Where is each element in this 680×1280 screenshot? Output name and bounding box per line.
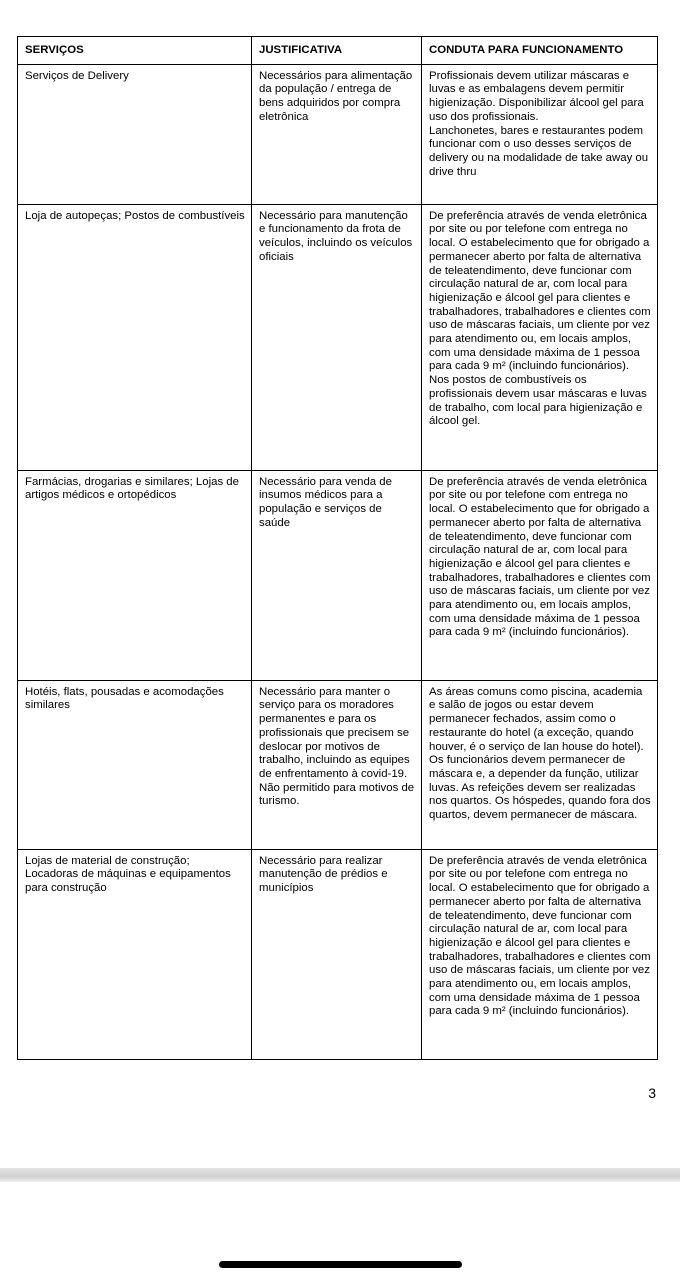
conduct-paragraph: As áreas comuns como piscina, academia e salão de jogos ou estar devem permanecer fechados, assim como o restaurante do hotel (a exceção, quando houver, é o serviço de lan house do hotel). Os funcionários devem permanecer de máscara e, a depender da função, utilizar luvas. As refeições devem ser realizadas nos quartos. Os hóspedes, quando fora dos quartos, devem permanecer de máscara. [429,685,651,822]
table-row [18,470,658,680]
justification-cell: Necessário para manter o serviço para os moradores permanentes e para os profissionais que precisem se deslocar por motivos de trabalho, incluindo as equipes de enfrentamento à covid-19. Não permitido para motivos de turismo. [252,680,422,849]
conduct-paragraph: Profissionais devem utilizar máscaras e luvas e as embalagens devem permitir higienização. Disponibilizar álcool gel para uso dos profissionais. [429,69,644,123]
conduct-paragraph: De preferência através de venda eletrônica por site ou por telefone com entrega no local. O estabelecimento que for obrigado a permanecer aberto por falta de alternativa de teleatendimento, deve funcionar com circulação natural de ar, com local para higienização e álcool gel para clientes e trabalhadores, trabalhadores e clientes com uso de máscaras faciais, um cliente por vez para atendimento ou, em locais amplos, com uma densidade máxima de 1 pessoa para cada 9 m² (incluindo funcionários). [429,854,651,1018]
services-table [17,36,658,1060]
table-header-row [18,37,658,65]
table-row [18,849,658,1059]
table-row [18,64,658,204]
conduct-paragraph: Nos postos de combustíveis os profissionais devem usar máscaras e luvas de trabalho, com local para higienização e álcool gel. [429,374,647,428]
conduct-cell [422,470,658,680]
header-justification: JUSTIFICATIVA [252,37,422,65]
conduct-cell [422,680,658,849]
service-cell: Serviços de Delivery [18,64,252,204]
conduct-cell [422,849,658,1059]
justification-cell: Necessário para realizar manutenção de prédios e municípios [252,849,422,1059]
service-cell: Lojas de material de construção; Locadoras de máquinas e equipamentos para construção [18,849,252,1059]
service-cell: Loja de autopeças; Postos de combustíveis [18,204,252,470]
table-body [18,64,658,1059]
home-indicator[interactable] [219,1261,462,1268]
table-row [18,680,658,849]
table-row [18,204,658,470]
justification-cell: Necessário para manutenção e funcionamento da frota de veículos, incluindo os veículos oficiais [252,204,422,470]
header-services: SERVIÇOS [18,37,252,65]
service-cell: Farmácias, drogarias e similares; Lojas de artigos médicos e ortopédicos [18,470,252,680]
justification-cell: Necessário para venda de insumos médicos para a população e serviços de saúde [252,470,422,680]
conduct-cell [422,64,658,204]
conduct-paragraph: De preferência através de venda eletrônica por site ou por telefone com entrega no local. O estabelecimento que for obrigado a permanecer aberto por falta de alternativa de teleatendimento, deve funcionar com circulação natural de ar, com local para higienização e álcool gel para clientes e trabalhadores, trabalhadores e clientes com uso de máscaras faciais, um cliente por vez para atendimento ou, em locais amplos, com uma densidade máxima de 1 pessoa para cada 9 m² (incluindo funcionários). [429,209,651,373]
conduct-paragraph: De preferência através de venda eletrônica por site ou por telefone com entrega no local. O estabelecimento que for obrigado a permanecer aberto por falta de alternativa de teleatendimento, deve funcionar com circulação natural de ar, com local para higienização e álcool gel para clientes e trabalhadores, trabalhadores e clientes com uso de máscaras faciais, um cliente por vez para atendimento ou, em locais amplos, com uma densidade máxima de 1 pessoa para cada 9 m² (incluindo funcionários). [429,475,651,639]
conduct-paragraph: Lanchonetes, bares e restaurantes podem funcionar com o uso desses serviços de delivery ou na modalidade de take away ou drive thru [429,124,649,178]
page-number: 3 [648,1085,656,1101]
conduct-cell [422,204,658,470]
service-cell: Hotéis, flats, pousadas e acomodações similares [18,680,252,849]
justification-cell: Necessários para alimentação da população / entrega de bens adquiridos por compra eletrônica [252,64,422,204]
page-divider [0,1168,680,1182]
header-conduct: CONDUTA PARA FUNCIONAMENTO [422,37,658,65]
